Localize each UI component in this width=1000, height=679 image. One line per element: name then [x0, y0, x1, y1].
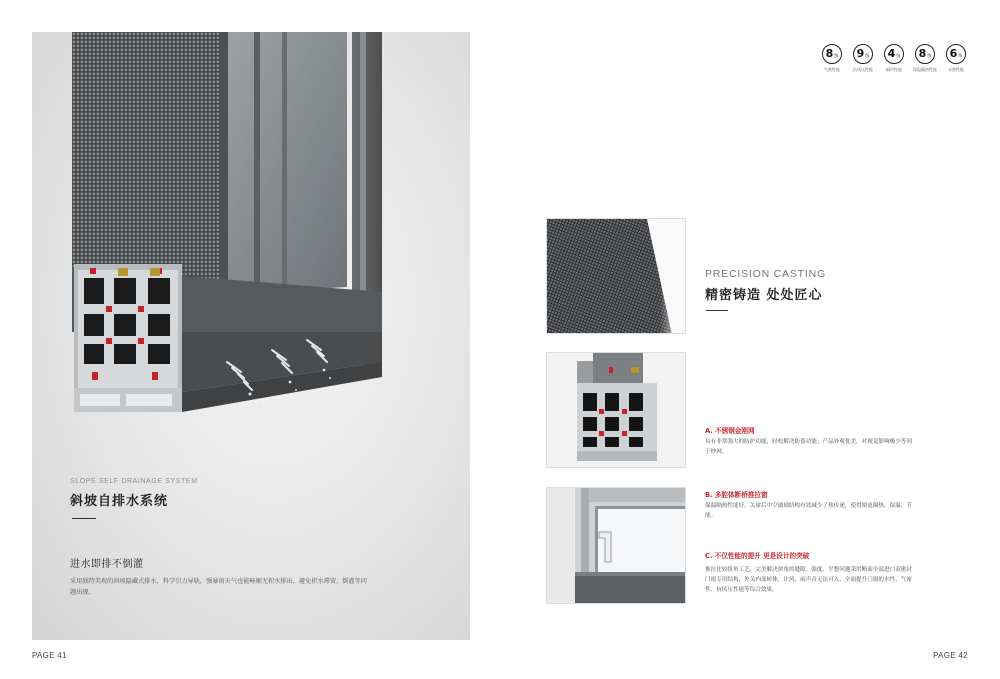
badge-wind-pressure [851, 44, 875, 73]
badge-circle [946, 44, 966, 64]
badge-circle [915, 44, 935, 64]
badge-circle [884, 44, 904, 64]
heading-divider [72, 518, 96, 519]
drainage-point-title: 进水即排不倒灌 [70, 559, 144, 570]
feature-a-title: A. 不锈钢金刚网 [705, 427, 755, 435]
badge-number: 8 [825, 47, 834, 60]
badge-thermal-insulation [913, 44, 937, 73]
mesh-closeup-image [546, 218, 686, 334]
window-profile-hero-image [32, 32, 470, 640]
badge-label: 保温隔热性能 [913, 67, 937, 72]
badge-unit: 级 [896, 53, 901, 58]
feature-b-title: B. 多腔体断桥推拉窗 [705, 491, 768, 499]
heading-divider [706, 310, 728, 311]
feature-b-body: 保温隔热性能好，关窗后中空玻璃结构有效减少了热传递，使得窗更隔热、保温、节能。 [705, 503, 912, 519]
drainage-point-body: 采用独特美观的斜坡隐藏式排水，科学引力导轨，强暴雨天气也能畅顺无积水排出，避免积水滞留，倒灌等问题出现。 [70, 578, 367, 596]
page-number-right: PAGE 42 [933, 651, 968, 660]
badge-airtightness [820, 44, 844, 73]
badge-unit: 级 [927, 53, 932, 58]
slope-heading-en: SLOPE SELF DRAINAGE SYSTEM [70, 478, 198, 485]
precision-heading-cn: 精密铸造 处处匠心 [705, 288, 823, 303]
badge-number: 9 [856, 47, 865, 60]
badge-circle [822, 44, 842, 64]
badge-number: 4 [887, 47, 896, 60]
badge-sound-insulation [882, 44, 906, 73]
badge-number: 8 [918, 47, 927, 60]
badge-watertightness [944, 44, 968, 73]
feature-a-body: 具有非常强大的防护功能，轻松解决防盗功能；产品外观优美，对视觉影响极少等同于纱网。 [705, 439, 912, 455]
badge-label: 气密性能 [824, 67, 840, 72]
badge-unit: 级 [958, 53, 963, 58]
precision-heading-en: PRECISION CASTING [705, 268, 826, 280]
page-number-left: PAGE 41 [32, 651, 67, 660]
badge-label: 水密性能 [948, 67, 964, 72]
slope-heading-cn: 斜坡自排水系统 [70, 494, 169, 509]
profile-cross-section-image [546, 352, 686, 468]
performance-badges [820, 44, 968, 73]
badge-circle [853, 44, 873, 64]
badge-number: 6 [949, 47, 958, 60]
corner-joint-image [546, 487, 686, 604]
badge-unit: 级 [834, 53, 839, 58]
feature-c-title: C. 不仅性能的提升 更是设计的突破 [705, 552, 810, 560]
badge-unit: 级 [865, 53, 870, 58]
feature-c-body: 推拉比较组角工艺，完美解决拼角的缝隙、强度、平整问题采用断面全部进口双密封门窗专用结构，外关内部转体，让风、雨声音无法可入，全面提升门窗的水性、气密性、抗风压性能等综合效果。 [705, 567, 912, 593]
badge-label: 抗风压性能 [853, 67, 873, 72]
badge-label: 隔声性能 [886, 67, 902, 72]
